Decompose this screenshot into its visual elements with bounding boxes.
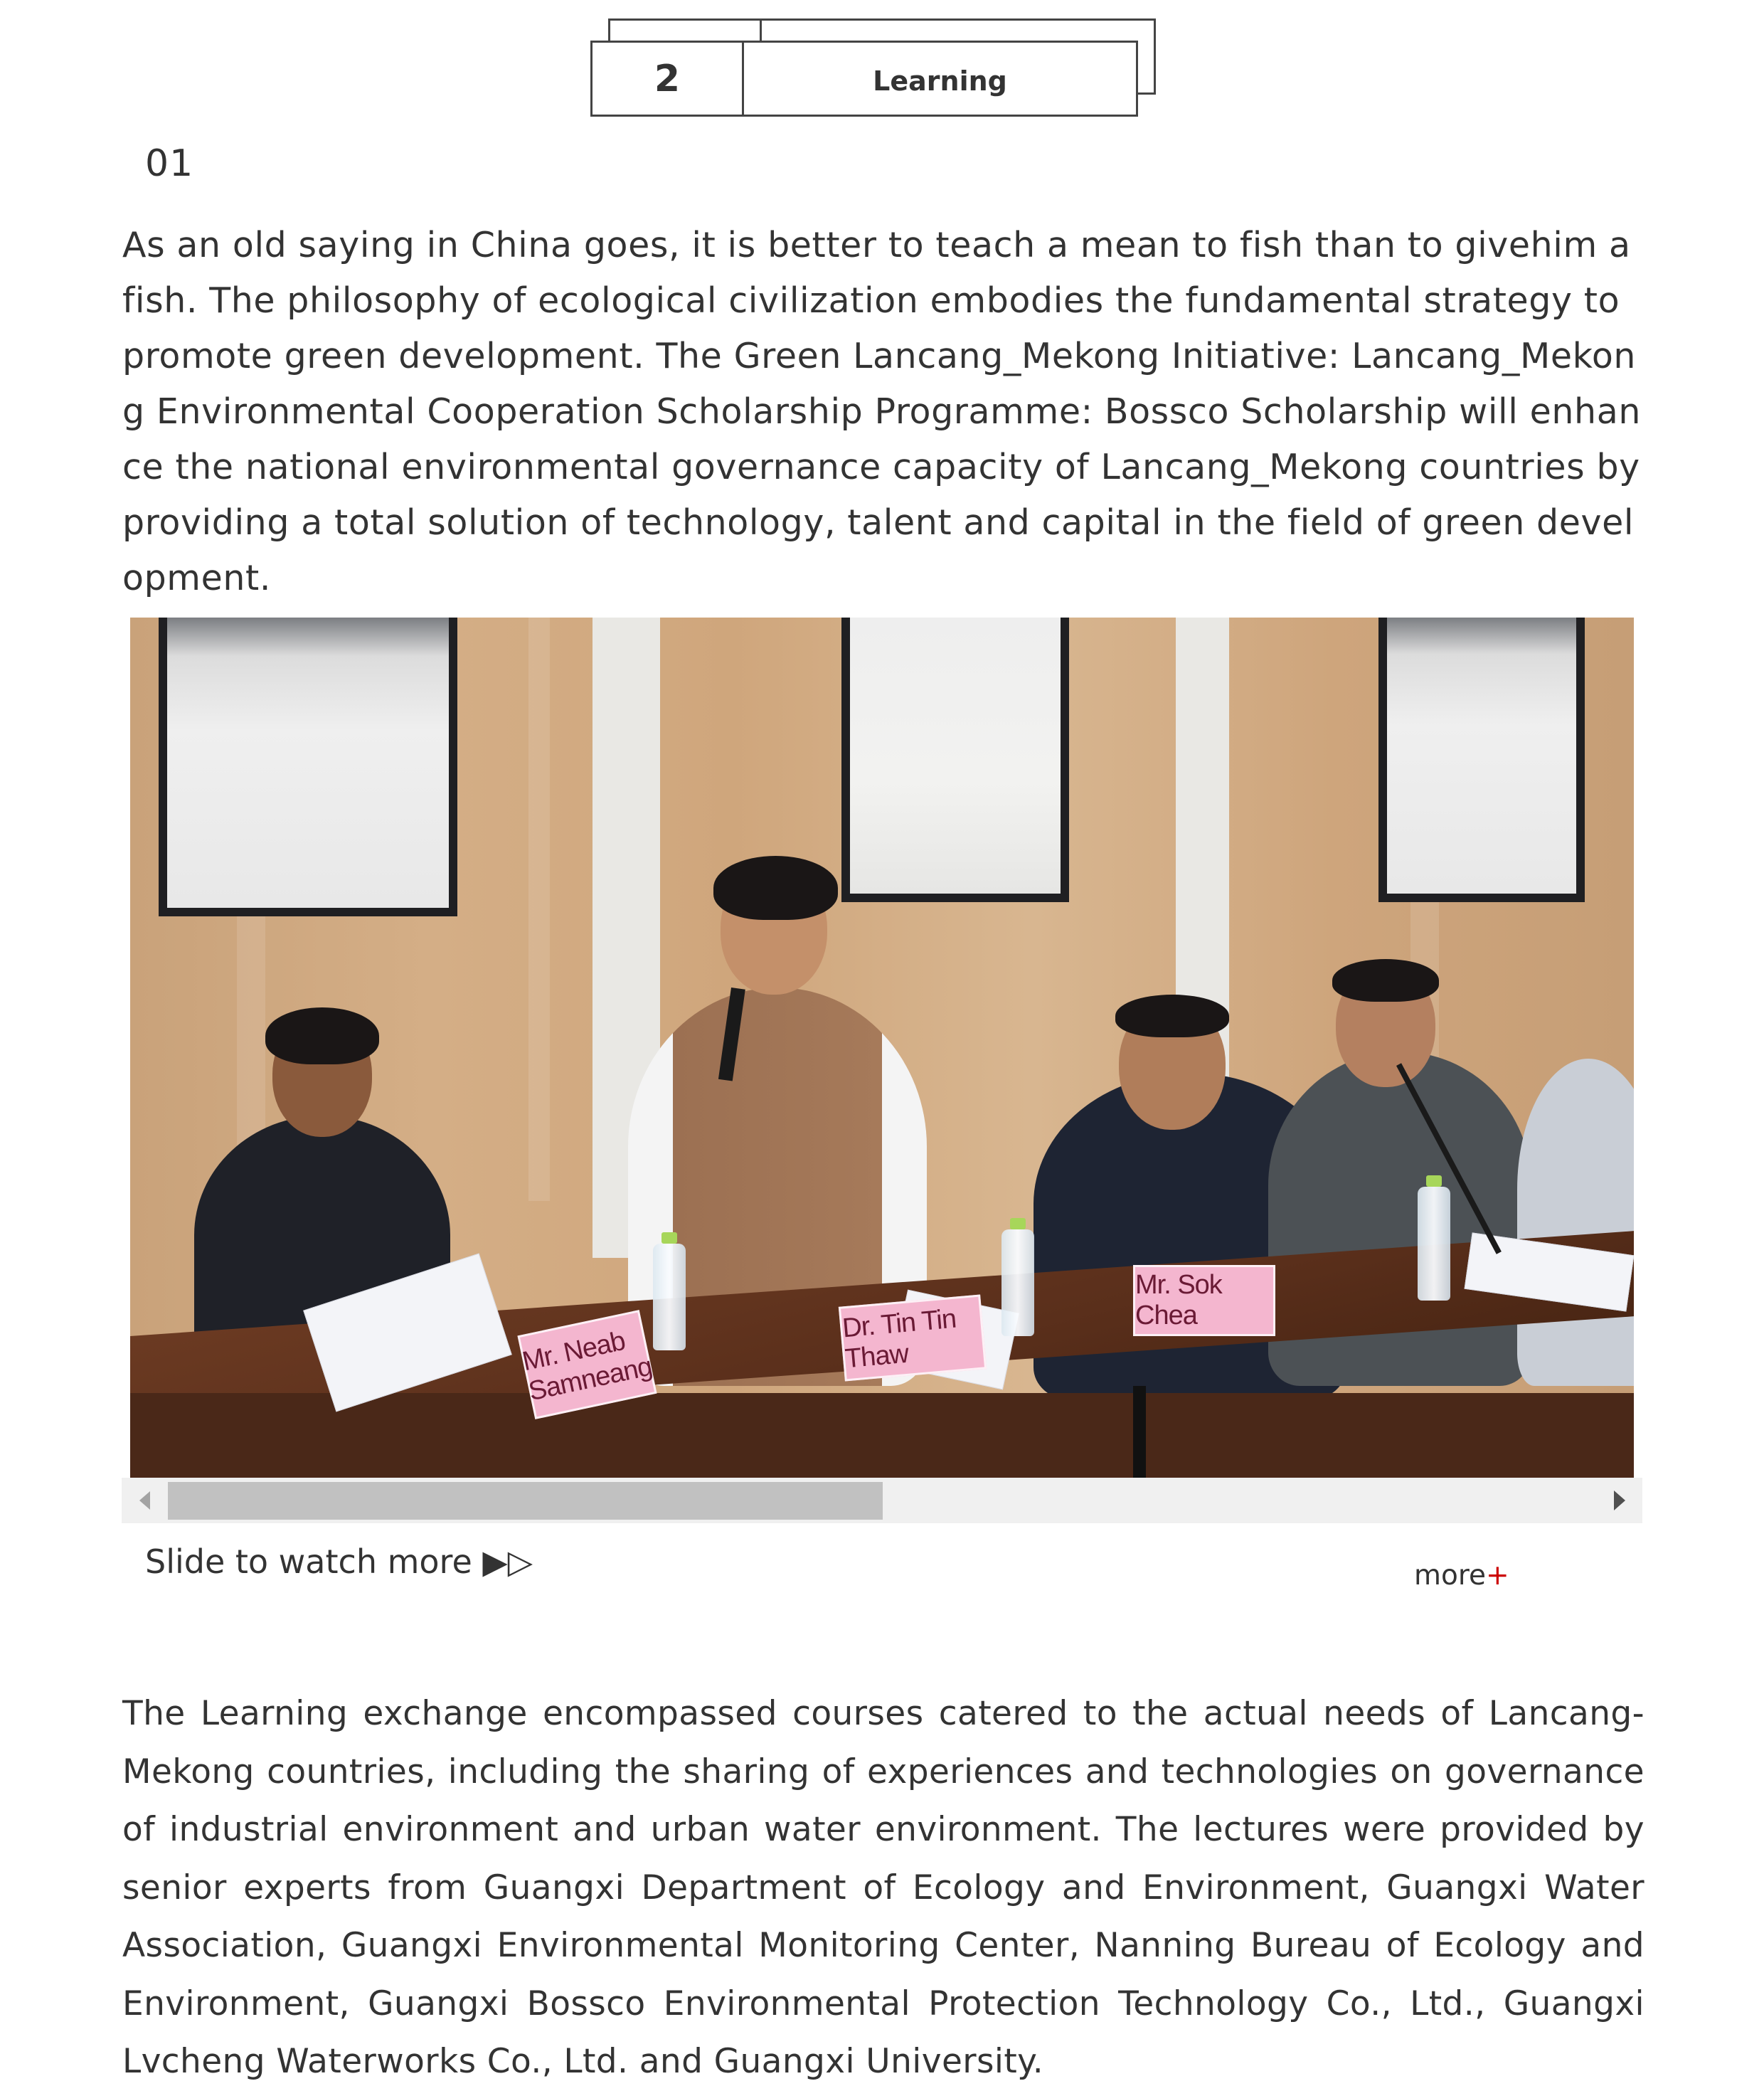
- section-badge: [590, 41, 1138, 117]
- name-placard: Mr. Neab Samneang: [517, 1310, 657, 1419]
- meeting-photo: [130, 618, 1634, 1478]
- section-number: 2: [593, 43, 744, 115]
- horizontal-scrollbar[interactable]: [122, 1478, 1642, 1523]
- table-leg: [1133, 1386, 1146, 1478]
- more-label: more: [1414, 1560, 1487, 1592]
- name-placard: Mr. Sok Chea: [1133, 1265, 1275, 1336]
- plus-icon: +: [1486, 1560, 1509, 1592]
- section-title: Learning: [873, 65, 1007, 97]
- water-bottle: [1418, 1187, 1450, 1301]
- name-placard: Dr. Tin Tin Thaw: [839, 1294, 987, 1381]
- subsection-number: 01: [145, 142, 194, 185]
- wall-picture-frame: [1378, 618, 1585, 902]
- person-hair: [1115, 995, 1229, 1037]
- person-hair: [1332, 959, 1439, 1002]
- scroll-right-arrow-icon[interactable]: [1597, 1478, 1642, 1523]
- person-hair: [713, 856, 838, 920]
- slide-hint-text: Slide to watch more ▶▷: [145, 1542, 533, 1581]
- more-link[interactable]: [1414, 1560, 1509, 1592]
- scroll-left-arrow-icon[interactable]: [122, 1478, 168, 1523]
- body-paragraph: The Learning exchange encompassed courses catered to the actual needs of Lancang-Mekong countries, including the sharing of experiences and technologies on governance of industrial environment and urban water environment. The lectures were provided by senior experts from Guangxi Department of Ecology and Environment, Guangxi Water Association, Guangxi Environmental Monitoring Center, Nanning Bureau of Ecology and Environment, Guangxi Bossco Environmental Protection Technology Co., Ltd., Guangxi Lvcheng Waterworks Co., Ltd. and Guangxi University.: [122, 1694, 1645, 2081]
- photo-carousel[interactable]: [122, 618, 1642, 1523]
- wall-picture-frame: [841, 618, 1069, 902]
- intro-paragraph: As an old saying in China goes, it is better to teach a mean to fish than to givehim a fish. The philosophy of ecological civilization embodies the fundamental strategy to promote green development. The Green Lancang_Mekong Initiative: Lancang_Mekong Environmental Cooperation Scholarship Programme: Bossco Scholarship will enhance the national environmental governance capacity of Lancang_Mekong countries by providing a total solution of technology, talent and capital in the field of green development.: [122, 225, 1641, 598]
- water-bottle: [1001, 1229, 1034, 1336]
- person-seated-edge: [1517, 1059, 1634, 1386]
- scrollbar-thumb[interactable]: [168, 1482, 883, 1520]
- scrollbar-track[interactable]: [168, 1482, 1597, 1520]
- wall-panel: [528, 618, 550, 1201]
- water-bottle: [653, 1244, 686, 1350]
- conference-table-front: [130, 1393, 1634, 1478]
- person-hair: [265, 1007, 379, 1064]
- wall-picture-frame: [159, 618, 457, 916]
